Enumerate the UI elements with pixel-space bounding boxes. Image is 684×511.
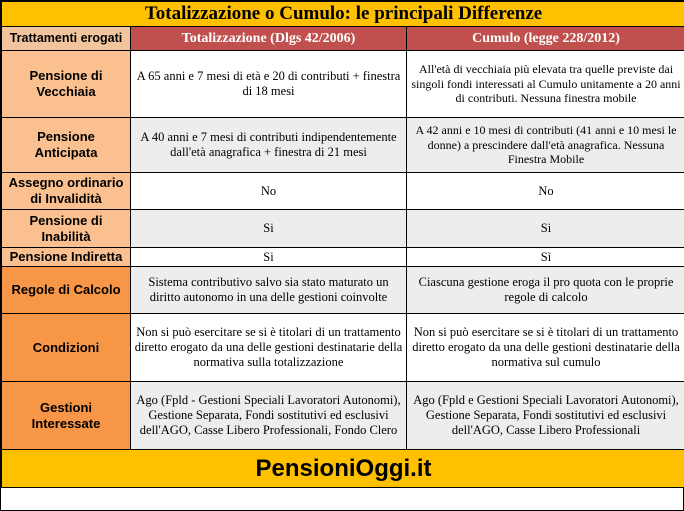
cell-totalizzazione: Ago (Fpld - Gestioni Speciali Lavoratori Autonomi), Gestione Separata, Fondi sostitutivi ed esclusivi dell'AGO, Casse Libero Professionali, Fondo Clero <box>131 382 407 450</box>
row-label-pensione-vecchiaia: Pensione di Vecchiaia <box>2 51 131 118</box>
table-row <box>2 314 684 382</box>
table-row <box>2 267 684 314</box>
cell-cumulo: Non si può esercitare se si è titolari di un trattamento diretto erogato da una delle gestioni destinatarie della normativa sul cumulo <box>407 314 684 382</box>
comparison-table <box>1 1 684 488</box>
cell-cumulo: No <box>407 173 684 210</box>
cell-cumulo: Ago (Fpld e Gestioni Speciali Lavoratori Autonomi), Gestione Separata, Fondi sostitutivi ed esclusivi dell'AGO, Casse Libero Professionali <box>407 382 684 450</box>
cell-totalizzazione: No <box>131 173 407 210</box>
cell-cumulo: A 42 anni e 10 mesi di contributi (41 anni e 10 mesi le donne) a prescindere dall'età anagrafica. Nessuna Finestra Mobile <box>407 118 684 173</box>
cell-cumulo: Sì <box>407 248 684 267</box>
cell-cumulo: All'età di vecchiaia più elevata tra quelle previste dai singoli fondi interessati al Cumulo unitamente a 20 anni di contributi. Nessuna finestra mobile <box>407 51 684 118</box>
header-col-label: Trattamenti erogati <box>2 27 131 51</box>
table-title: Totalizzazione o Cumulo: le principali Differenze <box>2 2 684 27</box>
row-label-assegno-invalidita: Assegno ordinario di Invalidità <box>2 173 131 210</box>
row-label-pensione-inabilita: Pensione di Inabilità <box>2 210 131 248</box>
header-col-totalizzazione: Totalizzazione (Dlgs 42/2006) <box>131 27 407 51</box>
table-row <box>2 173 684 210</box>
table-row <box>2 118 684 173</box>
table-row <box>2 248 684 267</box>
header-col-cumulo: Cumulo (legge 228/2012) <box>407 27 684 51</box>
cell-cumulo: Ciascuna gestione eroga il pro quota con le proprie regole di calcolo <box>407 267 684 314</box>
table-row <box>2 51 684 118</box>
table-row <box>2 210 684 248</box>
row-label-regole-calcolo: Regole di Calcolo <box>2 267 131 314</box>
row-label-gestioni-interessate: Gestioni Interessate <box>2 382 131 450</box>
cell-totalizzazione: Sistema contributivo salvo sia stato maturato un diritto autonomo in una delle gestioni coinvolte <box>131 267 407 314</box>
cell-totalizzazione: A 65 anni e 7 mesi di età e 20 di contributi + finestra di 18 mesi <box>131 51 407 118</box>
site-footer-brand: PensioniOggi.it <box>2 450 684 488</box>
table-row <box>2 382 684 450</box>
row-label-condizioni: Condizioni <box>2 314 131 382</box>
cell-totalizzazione: Non si può esercitare se si è titolari di un trattamento diretto erogato da una delle gestioni destinatarie della normativa sulla totalizzazione <box>131 314 407 382</box>
row-label-pensione-anticipata: Pensione Anticipata <box>2 118 131 173</box>
cell-totalizzazione: A 40 anni e 7 mesi di contributi indipendentemente dall'età anagrafica + finestra di 21 mesi <box>131 118 407 173</box>
header-row <box>2 27 684 51</box>
row-label-pensione-indiretta: Pensione Indiretta <box>2 248 131 267</box>
cell-totalizzazione: Si <box>131 248 407 267</box>
cell-totalizzazione: Si <box>131 210 407 248</box>
cell-cumulo: Si <box>407 210 684 248</box>
